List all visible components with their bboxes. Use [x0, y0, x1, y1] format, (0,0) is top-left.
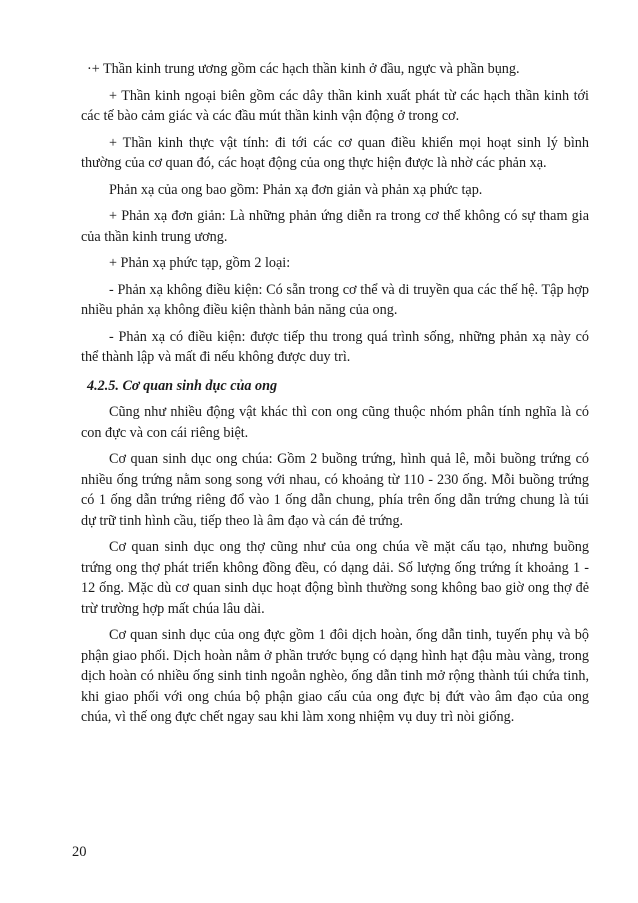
paragraph-peripheral-nervous-system: + Thần kinh ngoại biên gồm các dây thần kinh xuất phát từ các hạch thần kinh tới các tế bào cảm giác và các đầu mút thần kinh vận động ở trong cơ.: [81, 87, 589, 124]
paragraph-worker-reproductive-organ: Cơ quan sinh dục ong thợ cũng như của ong chúa về mặt cấu tạo, nhưng buồng trứng ong thợ phát triển không đồng đều, có dạng dải. Số lượng ống trứng ít khoảng 1 - 12 ống. Mặc dù cơ quan sinh dục hoạt động bình thường song không bao giờ ong thợ đẻ trừ trường hợp mất chúa lâu dài.: [81, 539, 589, 617]
page-number: 20: [72, 844, 87, 860]
section-heading: 4.2.5. Cơ quan sinh dục của ong: [87, 377, 278, 394]
paragraph-simple-reflex: + Phản xạ đơn giản: Là những phản ứng diễn ra trong cơ thể không có sự tham gia của thần kinh trung ương.: [81, 208, 589, 245]
paragraph-unconditioned-reflex: - Phản xạ không điều kiện: Có sẵn trong cơ thể và di truyền qua các thế hệ. Tập hợp nhiều phản xạ không điều kiện thành bản năng của ong.: [81, 281, 589, 318]
paragraph-queen-reproductive-organ: Cơ quan sinh dục ong chúa: Gồm 2 buồng trứng, hình quả lê, mỗi buồng trứng có nhiều ống trứng nằm song song với nhau, có khoảng từ 110 - 230 ống. Mỗi buồng trứng có 1 ống dẫn trứng riêng đổ vào 1 ống dẫn chung, phía trên ống dẫn trứng chung là túi dự trữ tinh hình cầu, tiếp theo là âm đạo và cán đẻ trứng.: [81, 451, 589, 529]
paragraph-autonomic-nervous-system: + Thần kinh thực vật tính: đi tới các cơ quan điều khiển mọi hoạt sinh lý bình thường của cơ quan đó, các hoạt động của ong thực hiện được là nhờ các phản xạ.: [81, 134, 589, 171]
paragraph-drone-reproductive-organ: Cơ quan sinh dục của ong đực gồm 1 đôi dịch hoàn, ống dẫn tinh, tuyến phụ và bộ phận giao phối. Dịch hoàn nằm ở phần trước bụng có dạng hình hạt đậu màu vàng, trong dịch hoàn có nhiều ống sinh tinh ngoằn nghèo, ống dẫn tinh mở rộng thành túi chứa tinh, khi giao phối với ong chúa bộ phận giao cấu của ong đực bị đứt vào âm đạo của ong chúa, vì thế ong đực chết ngay sau khi làm xong nhiệm vụ duy trì nòi giống.: [81, 627, 589, 725]
paragraph-conditioned-reflex: - Phản xạ có điều kiện: được tiếp thu trong quá trình sống, những phản xạ này có thể thành lập và mất đi nếu không được duy trì.: [81, 328, 589, 365]
paragraph-central-nervous-system: ·+ Thần kinh trung ương gồm các hạch thần kinh ở đầu, ngực và phần bụng.: [87, 61, 520, 77]
paragraph-sex-separation: Cũng như nhiều động vật khác thì con ong cũng thuộc nhóm phân tính nghĩa là có con đực và con cái riêng biệt.: [81, 404, 589, 441]
page-content: [81, 59, 589, 734]
paragraph-complex-reflex: + Phản xạ phức tạp, gồm 2 loại:: [109, 255, 291, 271]
paragraph-reflex-types: Phản xạ của ong bao gồm: Phản xạ đơn giản và phản xạ phức tạp.: [109, 181, 483, 198]
